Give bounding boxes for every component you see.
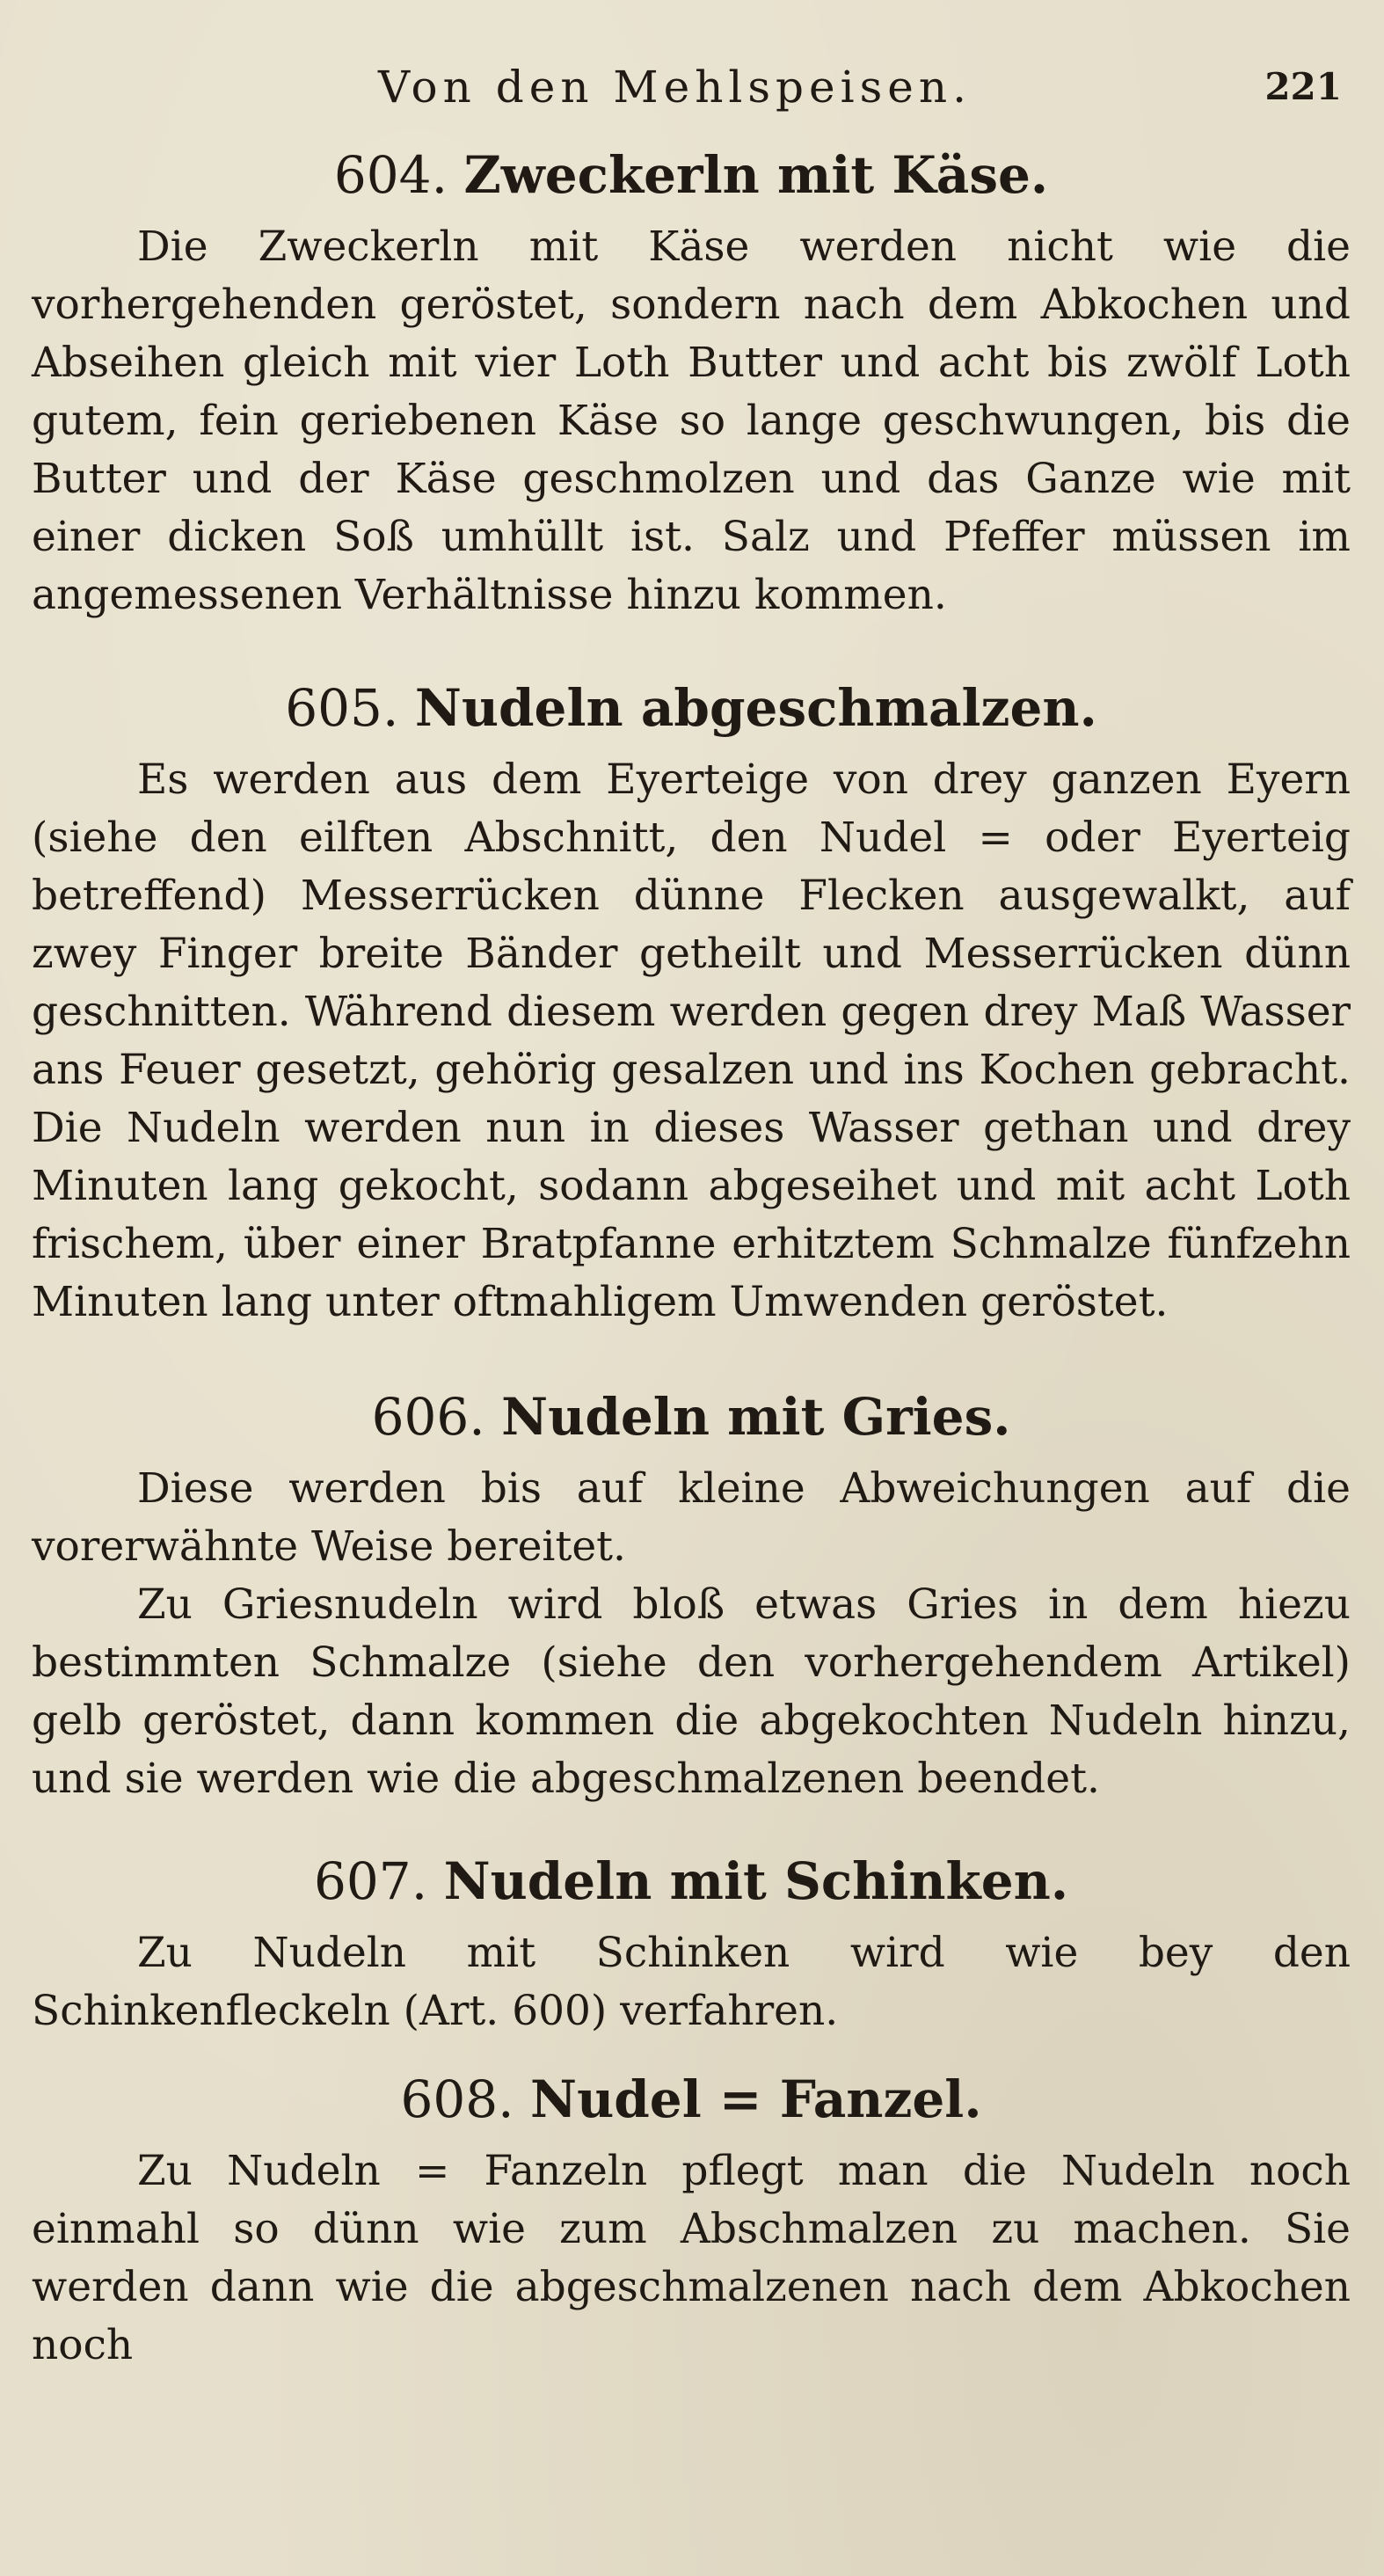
recipe-607 — [32, 1847, 1351, 2040]
page-number: 221 — [1264, 65, 1342, 108]
recipe-paragraph: Es werden aus dem Eyerteige von drey ganzen Eyern (siehe den eilften Abschnitt, den Nudel = oder Eyerteig betreffend) Messerrücken dünne Flecken ausgewalkt, auf zwey Finger breite Bänder getheilt und Messerrücken dünn geschnitten. Während diesem werden gegen drey Maß Wasser ans Feuer gesetzt, gehörig gesalzen und ins Kochen gebracht. Die Nudeln werden nun in dieses Wasser gethan und drey Minuten lang gekocht, sodann abgeseihet und mit acht Loth frischem, über einer Bratpfanne erhitztem Schmalze fünfzehn Minuten lang unter oftmahligem Umwenden geröstet. — [32, 755, 1351, 1326]
recipe-heading — [32, 1383, 1351, 1451]
page-content — [32, 141, 1351, 2375]
recipe-number: 604. — [333, 145, 448, 205]
recipe-paragraph: Zu Nudeln = Fanzeln pflegt man die Nudeln noch einmahl so dünn wie zum Abschmalzen zu machen. Sie werden dann wie die abgeschmalzenen nach dem Abkochen noch — [32, 2147, 1351, 2369]
recipe-604 — [32, 141, 1351, 624]
recipe-number: 605. — [285, 678, 399, 738]
running-title: Von den Mehlspeisen. — [378, 62, 972, 113]
recipe-title: Zweckerln mit Käse. — [463, 145, 1049, 205]
recipe-paragraph: Die Zweckerln mit Käse werden nicht wie die vorhergehenden geröstet, sondern nach dem Abkochen und Abseihen gleich mit vier Loth Butter und acht bis zwölf Loth gutem, fein geriebenen Käse so lange geschwungen, bis die Butter und der Käse geschmolzen und das Ganze wie mit einer dicken Soß umhüllt ist. Salz und Pfeffer müssen im angemessenen Verhältnisse hinzu kommen. — [32, 223, 1351, 619]
page-header — [0, 62, 1384, 114]
recipe-title: Nudeln abgeschmalzen. — [414, 678, 1097, 738]
recipe-heading — [32, 1847, 1351, 1916]
recipe-title: Nudeln mit Gries. — [501, 1387, 1011, 1447]
recipe-title: Nudeln mit Schinken. — [443, 1851, 1069, 1911]
recipe-number: 606. — [371, 1387, 485, 1447]
recipe-number: 608. — [400, 2069, 514, 2129]
recipe-605 — [32, 674, 1351, 1332]
recipe-heading — [32, 674, 1351, 742]
recipe-number: 607. — [313, 1851, 428, 1911]
recipe-paragraph: Diese werden bis auf kleine Abweichungen auf die vorerwähnte Weise bereitet. — [32, 1464, 1351, 1571]
recipe-heading — [32, 2065, 1351, 2134]
recipe-paragraph: Zu Nudeln mit Schinken wird wie bey den Schinkenfleckeln (Art. 600) verfahren. — [32, 1929, 1351, 2035]
recipe-title: Nudel = Fanzel. — [530, 2069, 982, 2129]
recipe-paragraph: Zu Griesnudeln wird bloß etwas Gries in dem hiezu bestimmten Schmalze (siehe den vorhergehendem Artikel) gelb geröstet, dann kommen die abgekochten Nudeln hinzu, und sie werden wie die abgeschmalzenen beendet. — [32, 1580, 1351, 1803]
recipe-heading — [32, 141, 1351, 209]
recipe-606 — [32, 1383, 1351, 1808]
recipe-608 — [32, 2065, 1351, 2375]
